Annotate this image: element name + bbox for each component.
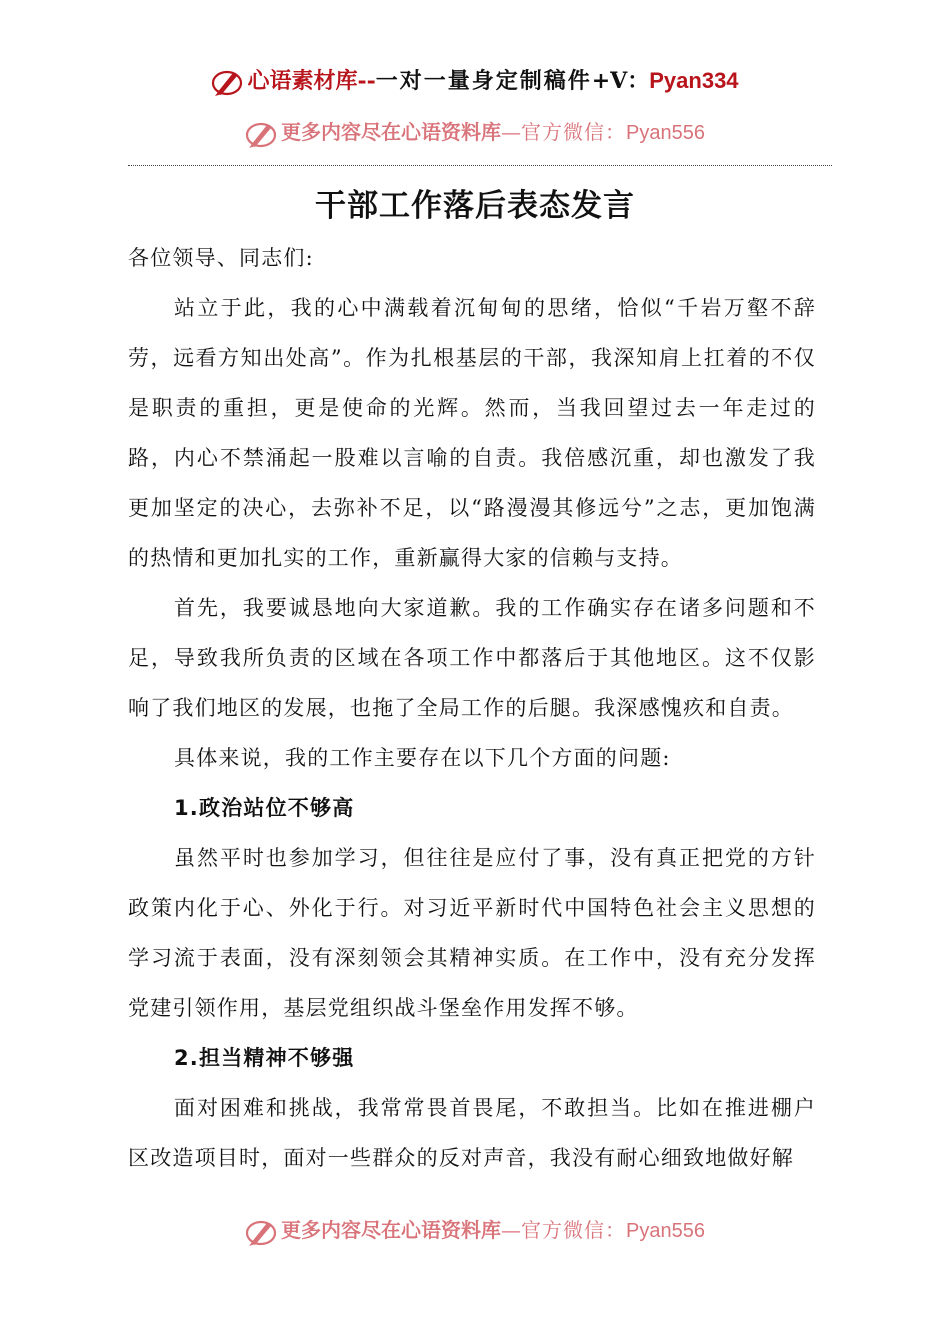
pen-logo-icon: [245, 1217, 279, 1247]
paragraph-problems-intro: 具体来说，我的工作主要存在以下几个方面的问题:: [174, 746, 671, 770]
wechat-id: Pyan334: [649, 68, 739, 93]
brand-name: 心语素材库: [247, 68, 358, 94]
pen-logo-icon: [245, 119, 279, 149]
document-body: [128, 233, 816, 1183]
header-banner: [0, 64, 950, 97]
section-text-2: 面对困难和挑战，我常常畏首畏尾，不敢担当。比如在推进棚户区改造项目时，面对一些群众的反对声音，我没有耐心细致地做好解: [128, 1096, 816, 1170]
footer-official-label: 官方微信：: [521, 1218, 627, 1242]
brand-separator: --: [357, 68, 376, 94]
official-id: Pyan556: [626, 122, 705, 144]
header-divider: [128, 165, 832, 166]
section-text-1: 虽然平时也参加学习，但往往是应付了事，没有真正把党的方针政策内化于心、外化于行。对习近平新时代中国特色社会主义思想的学习流于表面，没有深刻领会其精神实质。在工作中，没有充分发挥党建引领作用，基层党组织战斗堡垒作用发挥不够。: [128, 846, 816, 1020]
promo-dash: —: [501, 120, 522, 144]
salutation: 各位领导、同志们:: [128, 246, 314, 270]
contact-prefix: +V：: [591, 68, 650, 94]
paragraph-apology: 首先，我要诚恳地向大家道歉。我的工作确实存在诸多问题和不足，导致我所负责的区域在各项工作中都落后于其他地区。这不仅影响了我们地区的发展，也拖了全局工作的后腿。我深感愧疚和自责。: [128, 596, 816, 720]
document-title: 干部工作落后表态发言: [315, 188, 635, 224]
brand-slogan: 一对一量身定制稿件: [375, 68, 592, 94]
footer-promo-text: 更多内容尽在心语资料库: [281, 1218, 502, 1242]
official-label: 官方微信：: [521, 120, 627, 144]
pen-logo-icon: [211, 67, 245, 97]
section-heading-2: 2.担当精神不够强: [174, 1046, 355, 1070]
footer-official-id: Pyan556: [626, 1220, 705, 1242]
paragraph-intro: 站立于此，我的心中满载着沉甸甸的思绪，恰似“千岩万壑不辞劳，远看方知出处高”。作为扎根基层的干部，我深知肩上扛着的不仅是职责的重担，更是使命的光辉。然而，当我回望过去一年走过的路，内心不禁涌起一股难以言喻的自责。我倍感沉重，却也激发了我更加坚定的决心，去弥补不足，以“路漫漫其修远兮”之志，更加饱满的热情和更加扎实的工作，重新赢得大家的信赖与支持。: [128, 296, 816, 570]
promo-line: [0, 116, 950, 149]
footer-dash: —: [501, 1218, 522, 1242]
promo-text: 更多内容尽在心语资料库: [281, 120, 502, 144]
footer-promo-line: [0, 1214, 950, 1247]
section-heading-1: 1.政治站位不够高: [174, 796, 355, 820]
